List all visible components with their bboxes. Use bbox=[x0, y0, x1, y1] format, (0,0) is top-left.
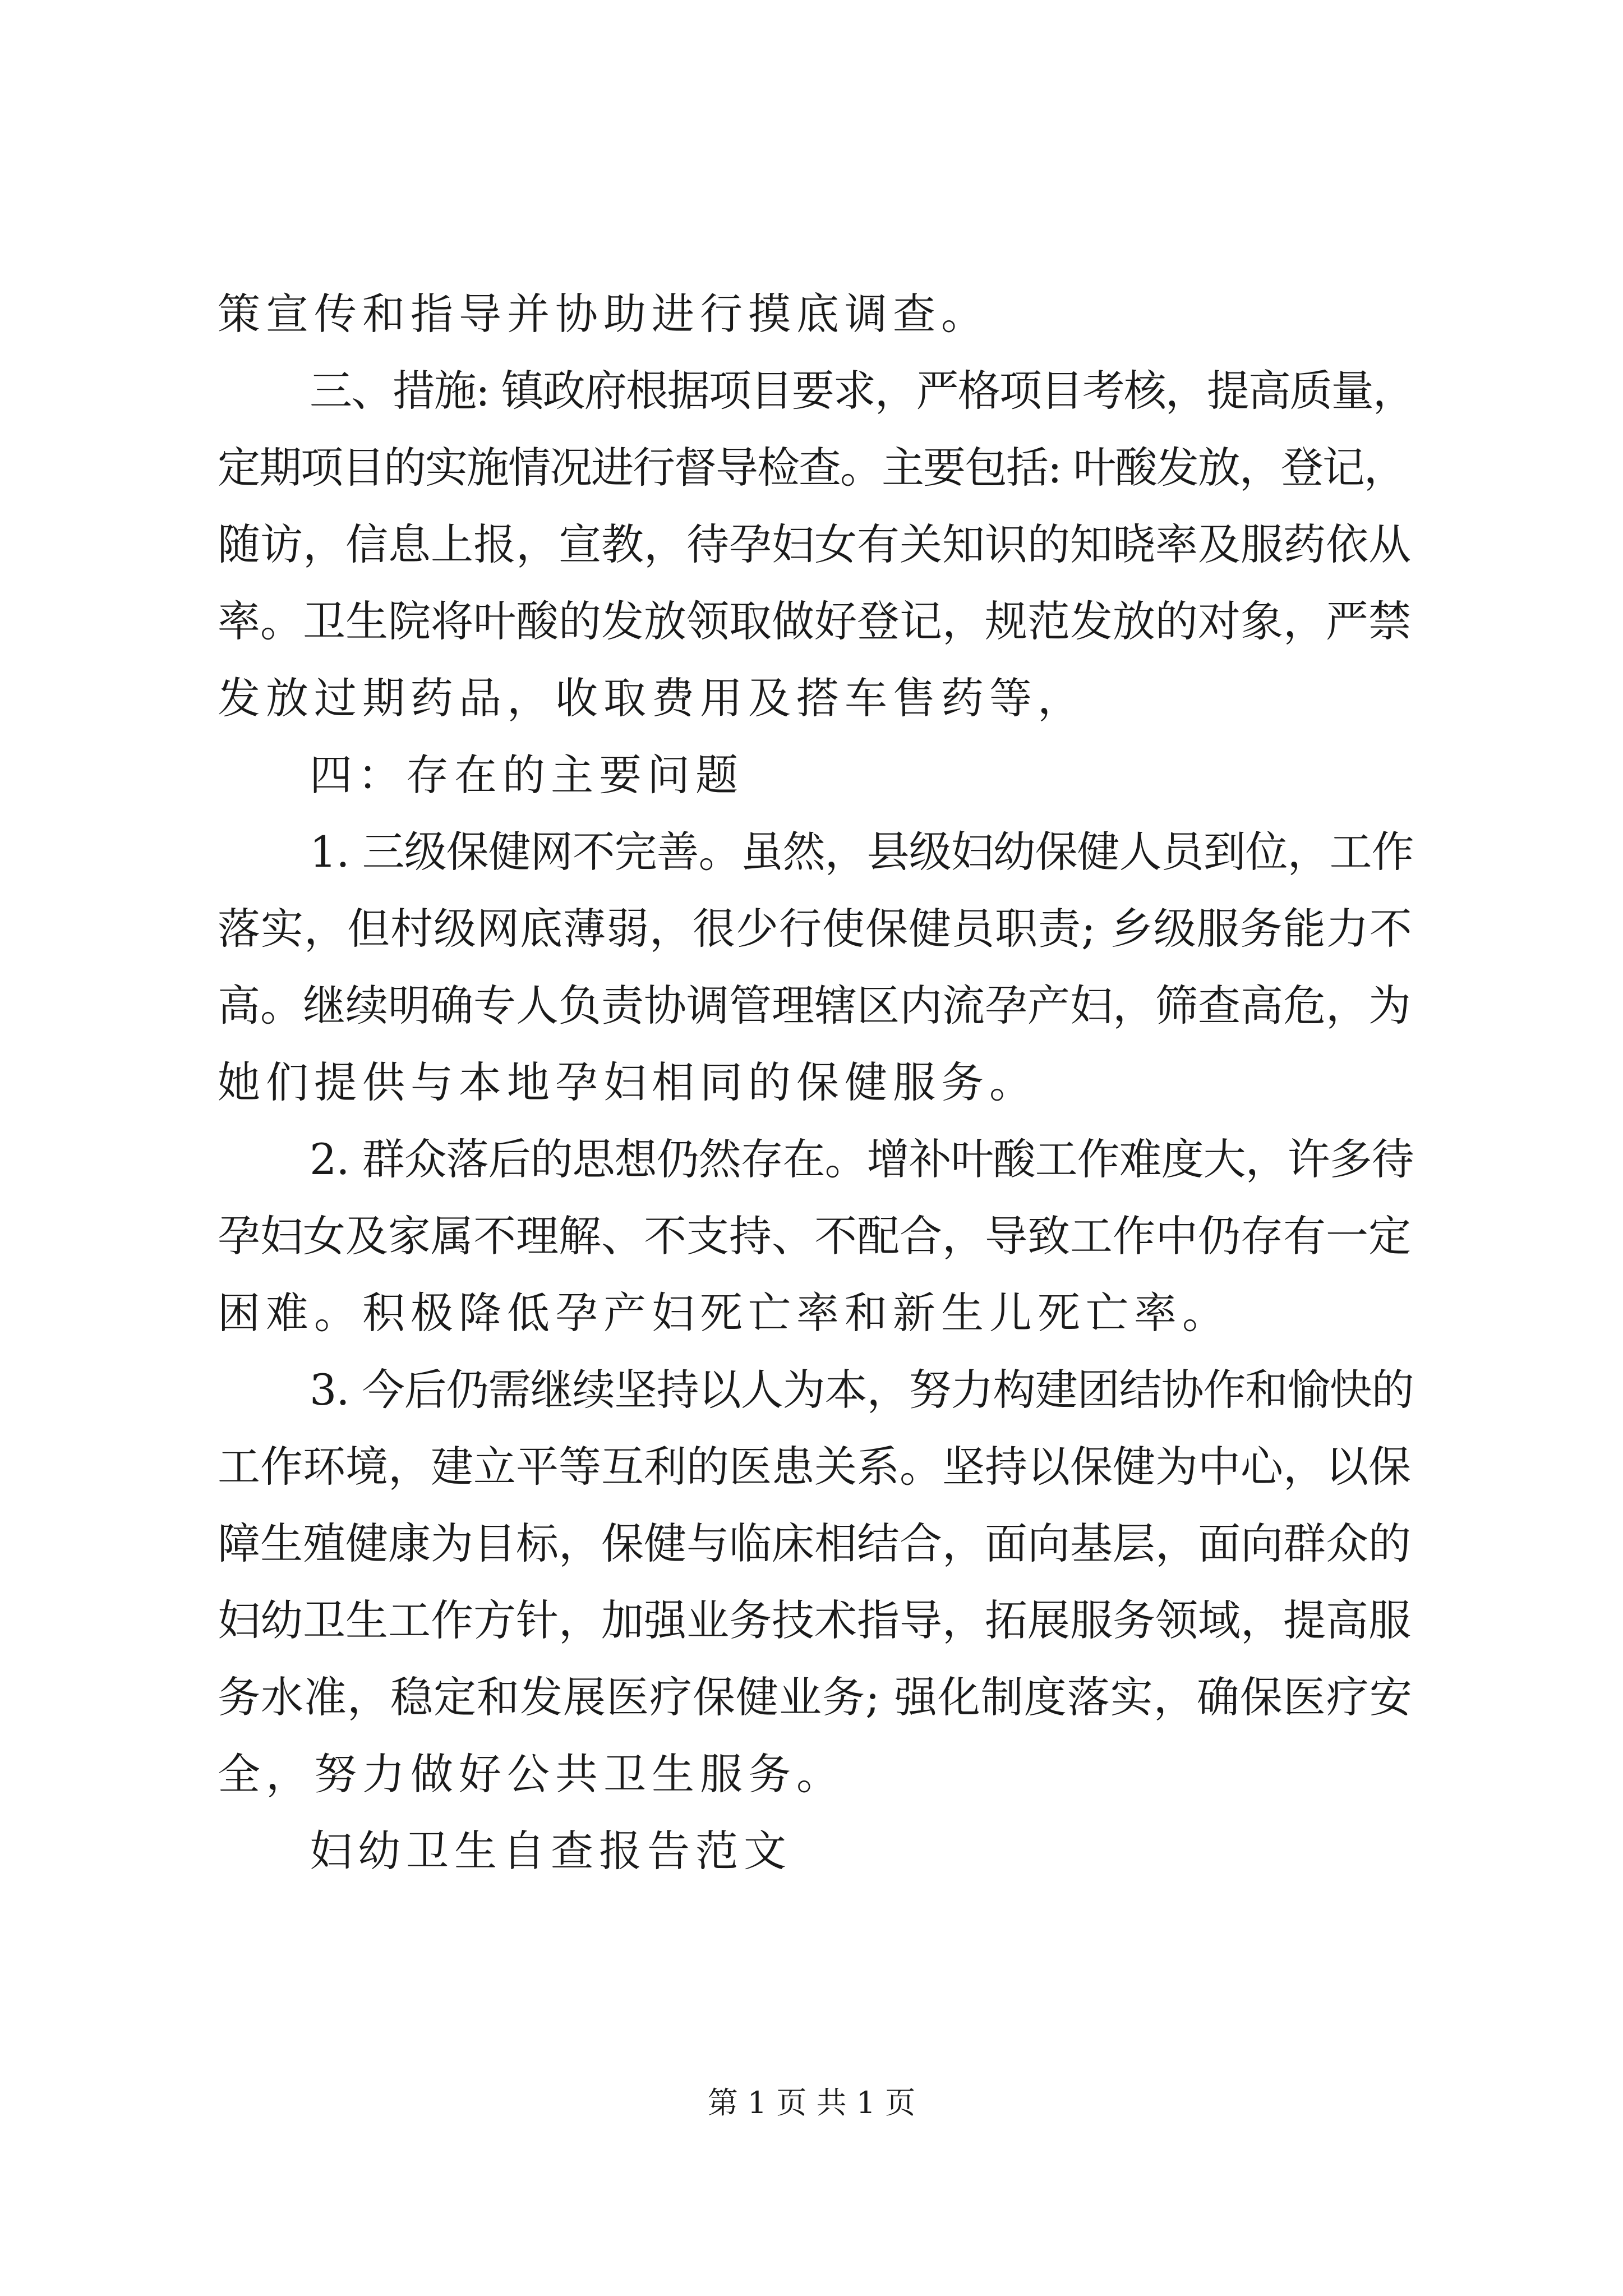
section-heading-measures: 三、措施: 镇政府根据项目要求，严格项目考核，提高质量， bbox=[310, 366, 1414, 416]
text-line: 工作环境，建立平等互利的医患关系。坚持以保健为中心，以保 bbox=[218, 1442, 1411, 1492]
text-line: 困难。积极降低孕产妇死亡率和新生儿死亡率。 bbox=[218, 1288, 1230, 1338]
list-item-3: 3. 今后仍需继续坚持以人为本，努力构建团结协作和愉快的 bbox=[310, 1365, 1414, 1415]
page-number-footer: 第 1 页 共 1 页 bbox=[707, 2085, 916, 2120]
text-line: 随访，信息上报，宣教，待孕妇女有关知识的知晓率及服药依从 bbox=[218, 519, 1411, 569]
text-line: 策宣传和指导并协助进行摸底调查。 bbox=[218, 289, 989, 339]
list-item-2: 2. 群众落后的思想仍然存在。增补叶酸工作难度大，许多待 bbox=[310, 1134, 1414, 1184]
document-title: 妇幼卫生自查报告范文 bbox=[310, 1826, 792, 1876]
section-heading-problems: 四：存在的主要问题 bbox=[310, 750, 744, 800]
text-line: 务水准，稳定和发展医疗保健业务; 强化制度落实，确保医疗安 bbox=[218, 1672, 1413, 1722]
text-line: 妇幼卫生工作方针，加强业务技术指导，拓展服务领域，提高服 bbox=[218, 1595, 1411, 1645]
list-item-1: 1. 三级保健网不完善。虽然，县级妇幼保健人员到位，工作 bbox=[310, 827, 1414, 877]
text-line: 率。卫生院将叶酸的发放领取做好登记，规范发放的对象，严禁 bbox=[218, 596, 1411, 646]
text-line: 孕妇女及家属不理解、不支持、不配合，导致工作中仍存有一定 bbox=[218, 1211, 1411, 1261]
text-line: 落实，但村级网底薄弱，很少行使保健员职责; 乡级服务能力不 bbox=[218, 904, 1413, 954]
text-line: 发放过期药品，收取费用及搭车售药等， bbox=[218, 673, 1086, 723]
text-line: 高。继续明确专人负责协调管理辖区内流孕产妇，筛查高危，为 bbox=[218, 981, 1411, 1030]
text-line: 她们提供与本地孕妇相同的保健服务。 bbox=[218, 1057, 1038, 1107]
text-line: 定期项目的实施情况进行督导检查。主要包括: 叶酸发放，登记， bbox=[218, 443, 1405, 493]
text-line: 障生殖健康为目标，保健与临床相结合，面向基层，面向群众的 bbox=[218, 1519, 1411, 1568]
text-line: 全，努力做好公共卫生服务。 bbox=[218, 1749, 845, 1799]
